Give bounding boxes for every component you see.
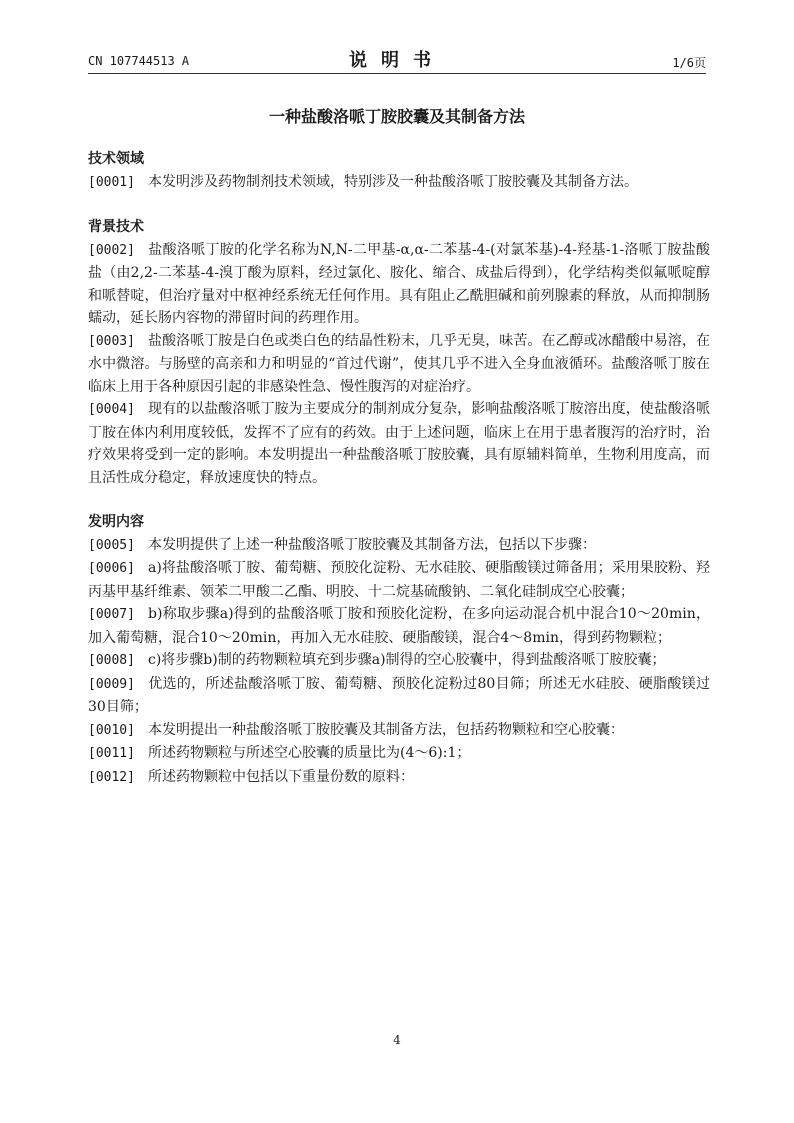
paragraph-number: [0007] bbox=[88, 607, 135, 622]
paragraph-number: [0008] bbox=[88, 653, 135, 668]
paragraph bbox=[88, 603, 710, 649]
paragraph-text: c)将步骤b)制的药物颗粒填充到步骤a)制得的空心胶囊中，得到盐酸洛哌丁胺胶囊； bbox=[148, 652, 666, 668]
paragraph-text: 优选的，所述盐酸洛哌丁胺、葡萄糖、预胶化淀粉过80目筛；所述无水硅胶、硬脂酸镁过30目筛； bbox=[88, 675, 710, 715]
document-title: 一种盐酸洛哌丁胺胶囊及其制备方法 bbox=[268, 107, 525, 126]
paragraph-number: [0005] bbox=[88, 537, 135, 553]
paragraph-text: 所述药物颗粒与所述空心胶囊的质量比为(4～6):1； bbox=[148, 745, 471, 761]
paragraph-text: 盐酸洛哌丁胺是白色或类白色的结晶性粉末，几乎无臭，味苦。在乙醇或冰醋酸中易溶，在水中微溶。与肠壁的高亲和力和明显的“首过代谢”，使其几乎不进入全身血液循环。盐酸洛哌丁胺在临床上用于各种原因引起的非感染性急、慢性腹泻的对症治疗。 bbox=[88, 332, 710, 395]
paragraph bbox=[88, 766, 710, 790]
section-heading-technical-field: 技术领域 bbox=[88, 151, 144, 167]
paragraph bbox=[88, 742, 710, 766]
paragraph-number: [0011] bbox=[88, 746, 135, 761]
paragraph bbox=[88, 239, 710, 330]
paragraph-number: [0012] bbox=[88, 769, 135, 785]
paragraph-number: [0003] bbox=[88, 333, 135, 349]
header-rule bbox=[88, 73, 706, 74]
patent-number: CN 107744513 A bbox=[88, 54, 190, 68]
paragraph-text: 所述药物颗粒中包括以下重量份数的原料： bbox=[148, 768, 414, 785]
paragraph-number: [0001] bbox=[88, 174, 135, 190]
paragraph-number: [0002] bbox=[88, 242, 135, 258]
page-number: 4 bbox=[393, 1033, 401, 1047]
paragraph-text: 现有的以盐酸洛哌丁胺为主要成分的制剂成分复杂，影响盐酸洛哌丁胺溶出度，使盐酸洛哌丁胺在体内利用度较低，发挥不了应有的药效。由于上述问题，临床上在用于患者腹泻的治疗时，治疗效果将受到一定的影响。本发明提出一种盐酸洛哌丁胺胶囊，具有原辅料简单，生物利用度高，而且活性成分稳定，释放速度快的特点。 bbox=[88, 401, 710, 486]
paragraph-text: 本发明提出一种盐酸洛哌丁胺胶囊及其制备方法，包括药物颗粒和空心胶囊： bbox=[148, 721, 624, 738]
paragraph bbox=[88, 673, 710, 719]
paragraph-text: 本发明涉及药物制剂技术领域，特别涉及一种盐酸洛哌丁胺胶囊及其制备方法。 bbox=[148, 173, 638, 190]
section-heading-summary: 发明内容 bbox=[88, 514, 144, 530]
paragraph bbox=[88, 649, 710, 673]
page-indicator: 1/6页 bbox=[672, 56, 706, 70]
document-type: 说明书 bbox=[349, 50, 445, 71]
paragraph-text: 本发明提供了上述一种盐酸洛哌丁胺胶囊及其制备方法，包括以下步骤： bbox=[148, 536, 596, 553]
paragraph-number: [0009] bbox=[88, 676, 135, 692]
paragraph-number: [0006] bbox=[88, 561, 135, 576]
paragraph-text: 盐酸洛哌丁胺的化学名称为N,N-二甲基-α,α-二苯基-4-(对氯苯基)-4-羟基-1-洛哌丁胺盐酸盐（由2,2-二苯基-4-溴丁酸为原料，经过氯化、胺化、缩合、成盐后得到），化学结构类似氟哌啶醇和哌替啶，但治疗量对中枢神经系统无任何作用。具有阻止乙酰胆碱和前列腺素的释放，从而抑制肠蠕动，延长肠内容物的滞留时间的药理作用。 bbox=[88, 241, 710, 326]
section-heading-background: 背景技术 bbox=[88, 219, 144, 235]
paragraph-text: a)将盐酸洛哌丁胺、葡萄糖、预胶化淀粉、无水硅胶、硬脂酸镁过筛备用；采用果胶粉、羟丙基甲基纤维素、领苯二甲酸二乙酯、明胶、十二烷基硫酸钠、二氧化硅制成空心胶囊； bbox=[88, 560, 710, 600]
paragraph bbox=[88, 557, 710, 603]
paragraph bbox=[88, 330, 710, 399]
paragraph bbox=[88, 719, 710, 743]
paragraph-number: [0004] bbox=[88, 402, 135, 417]
document-body bbox=[88, 148, 710, 789]
paragraph bbox=[88, 398, 710, 489]
paragraph-text: b)称取步骤a)得到的盐酸洛哌丁胺和预胶化淀粉，在多向运动混合机中混合10～20min，加入葡萄糖，混合10～20min，再加入无水硅胶、硬脂酸镁，混合4～8min，得到药物颗粒； bbox=[88, 606, 710, 646]
paragraph-number: [0010] bbox=[88, 722, 135, 738]
page-header bbox=[88, 46, 706, 70]
paragraph bbox=[88, 171, 710, 195]
paragraph bbox=[88, 534, 710, 558]
